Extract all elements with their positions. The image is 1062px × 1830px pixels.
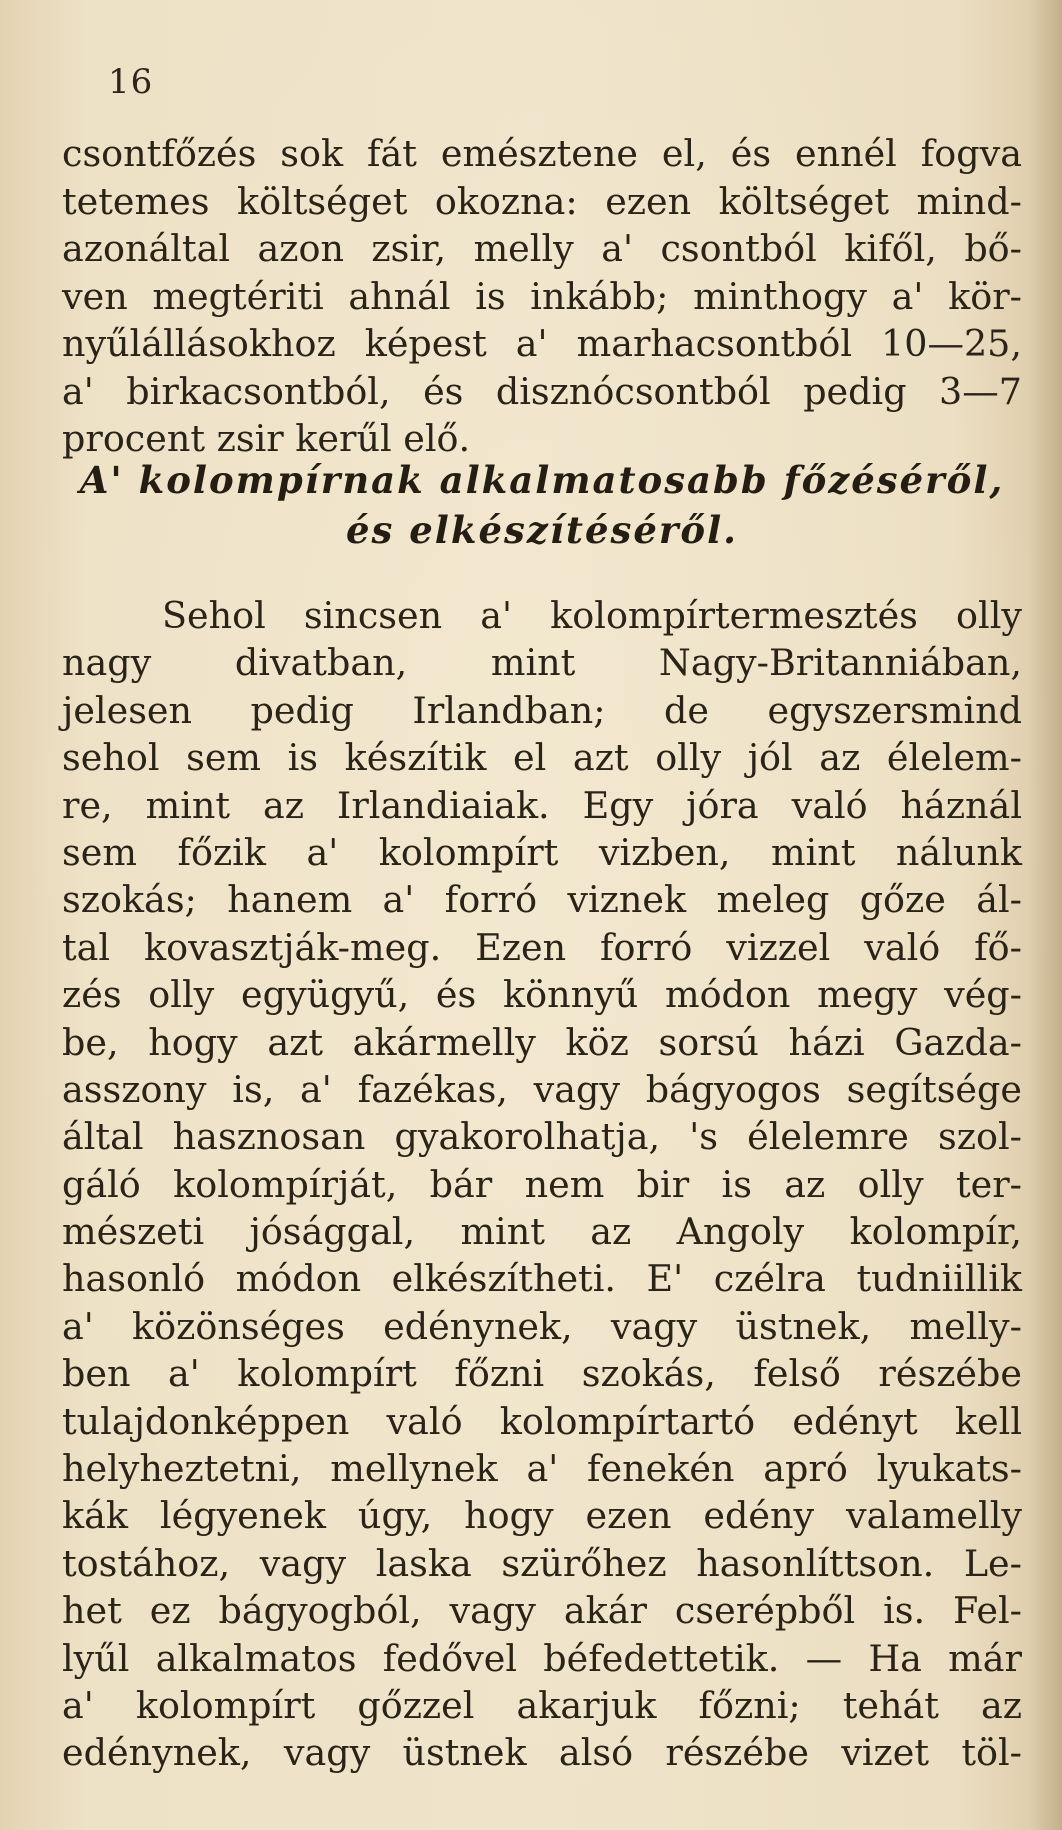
text-line: het ez bágyogból, vagy akár cserépből is. Fel-: [62, 1589, 1022, 1633]
text-line: zés olly együgyű, és könnyű módon megy vég-: [62, 973, 1022, 1017]
text-line: a' kolompírt gőzzel akarjuk főzni; tehát az: [62, 1683, 1022, 1727]
text-line: hasonló módon elkészítheti. E' czélra tudniillik: [62, 1257, 1022, 1301]
text-line: mészeti jósággal, mint az Angoly kolompír,: [62, 1210, 1022, 1254]
text-line: nagy divatban, mint Nagy-Britanniában,: [62, 641, 1022, 685]
text-line: a' birkacsontból, és disznócsontból pedig 3—7: [62, 369, 1022, 413]
body-paragraph: [62, 592, 1022, 1777]
text-line: tal kovasztják-meg. Ezen forró vizzel való fő-: [62, 925, 1022, 969]
text-line: edénynek, vagy üstnek alsó részébe vizet töl-: [62, 1731, 1022, 1775]
text-line: jelesen pedig Irlandban; de egyszersmind: [62, 688, 1022, 732]
text-line: tostához, vagy laska szürőhez hasonlíttson. Le-: [62, 1541, 1022, 1585]
text-line: kák légyenek úgy, hogy ezen edény valamelly: [62, 1494, 1022, 1538]
section-heading: [62, 455, 1022, 555]
text-line: re, mint az Irlandiaiak. Egy jóra való háznál: [62, 783, 1022, 827]
text-line: be, hogy azt akármelly köz sorsú házi Gazda-: [62, 1020, 1022, 1064]
page-number: 16: [108, 62, 154, 102]
intro-paragraph: [62, 130, 1022, 463]
text-line: tulajdonképpen való kolompírtartó edényt kell: [62, 1399, 1022, 1443]
text-line: csontfőzés sok fát emésztene el, és ennél fogva: [62, 132, 1022, 175]
text-line: ven megtériti ahnál is inkább; minthogy a' kör-: [62, 274, 1022, 318]
text-line: Sehol sincsen a' kolompírtermesztés olly: [162, 594, 1022, 637]
heading-line-2: és elkészítéséről.: [345, 508, 739, 552]
heading-line-1: A' kolompírnak alkalmatosabb főzéséről,: [79, 458, 1005, 502]
text-line: azonáltal azon zsir, melly a' csontból kifől, bő-: [62, 227, 1022, 270]
text-line: procent zsir kerűl elő.: [62, 417, 471, 460]
text-line: helyheztetni, mellynek a' fenekén apró lyukats-: [62, 1447, 1022, 1491]
text-line: lyűl alkalmatos fedővel béfedettetik. — Ha már: [62, 1636, 1022, 1680]
text-line: sehol sem is készítik el azt olly jól az élelem-: [62, 736, 1022, 780]
text-line: nyűlállásokhoz képest a' marhacsontból 10—25,: [62, 322, 1022, 365]
text-line: szokás; hanem a' forró viznek meleg gőze ál-: [62, 878, 1022, 922]
text-line: asszony is, a' fazékas, vagy bágyogos segítsége: [62, 1067, 1022, 1111]
page-edge-shadow: [1028, 0, 1062, 1830]
text-line: a' közönséges edénynek, vagy üstnek, melly-: [62, 1304, 1022, 1348]
text-line: által hasznosan gyakorolhatja, 's élelemre szol-: [62, 1115, 1022, 1159]
text-line: sem főzik a' kolompírt vizben, mint nálunk: [62, 830, 1022, 874]
text-line: gáló kolompírját, bár nem bir is az olly ter-: [62, 1162, 1022, 1206]
text-line: tetemes költséget okozna: ezen költséget mind-: [62, 179, 1022, 223]
text-line: ben a' kolompírt főzni szokás, felső részébe: [62, 1352, 1022, 1396]
